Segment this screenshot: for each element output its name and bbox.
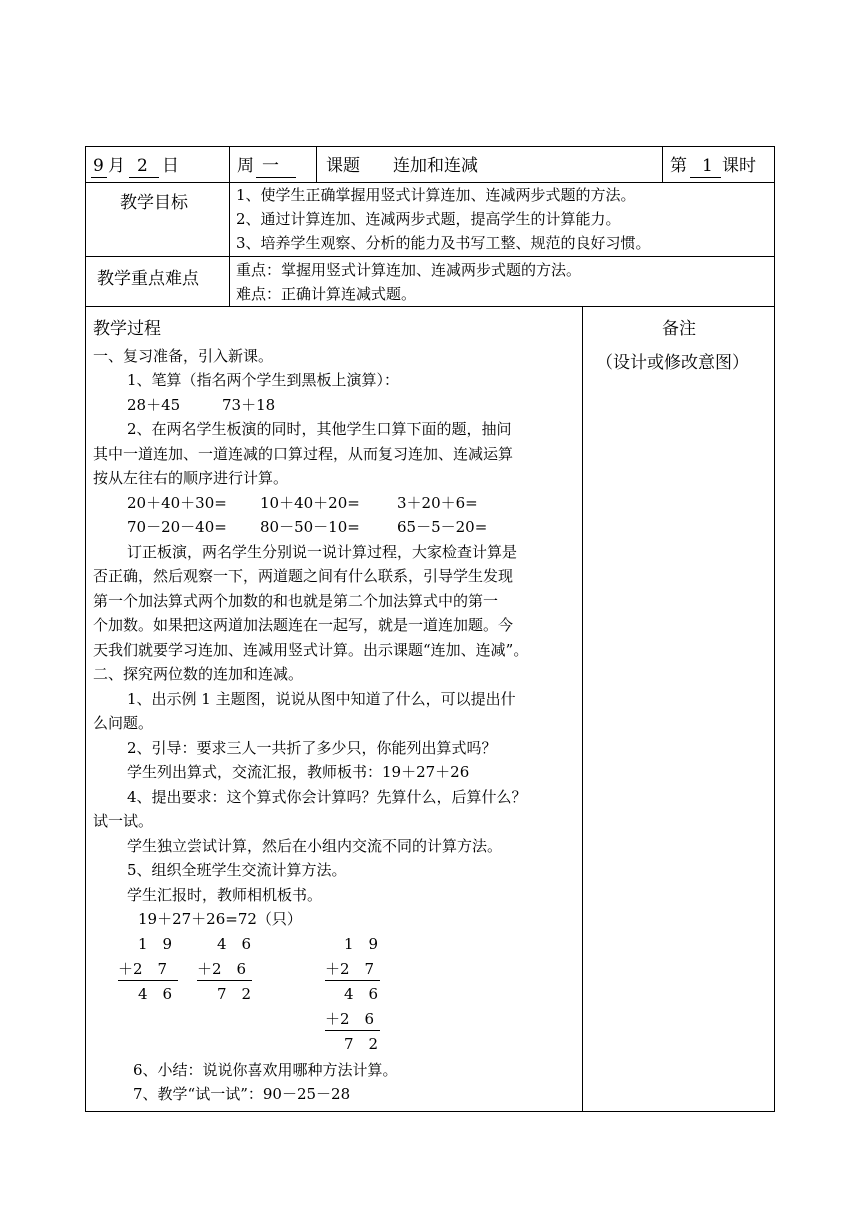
key-point-item-1: 重点：掌握用竖式计算连加、连减两步式题的方法。 [236, 261, 582, 279]
calc-b-row-3: 7 2 [217, 985, 252, 1003]
key-point-item-2: 难点：正确计算连减式题。 [236, 285, 417, 303]
process-line: 其中一道连加、一道连减的口算过程，从而复习连加、连减运算 [93, 445, 514, 463]
process-line: 学生汇报时，教师相机板书。 [127, 886, 323, 904]
calc-a-row-2: ＋2 7 [118, 960, 168, 978]
table-row-divider-1 [85, 182, 775, 183]
date-day-underline [129, 177, 159, 178]
process-line: 个加数。如果把这两道加法题连在一起写，就是一道连加题。今 [93, 616, 514, 634]
calc-c-row-5: 7 2 [344, 1035, 379, 1053]
process-line: 第一个加法算式两个加数的和也就是第二个加法算式中的第一 [93, 592, 499, 610]
process-line: 80－50－10= [260, 518, 360, 536]
lesson-suffix: 课时 [722, 156, 756, 176]
table-row-divider-3 [85, 306, 775, 307]
goal-item-1: 1、使学生正确掌握用竖式计算连加、连减两步式题的方法。 [236, 186, 636, 204]
lesson-number-underline [690, 177, 721, 178]
lesson-prefix: 第 [670, 156, 687, 176]
goal-item-2: 2、通过计算连加、连减两步式题，提高学生的计算能力。 [236, 210, 621, 228]
calc-b-row-1: 4 6 [217, 935, 252, 953]
label-column-divider [229, 182, 230, 307]
process-line: 学生列出算式，交流汇报，教师板书：19＋27＋26 [127, 763, 470, 781]
calc-c-rule-1 [325, 980, 380, 981]
calc-a-row-3: 4 6 [138, 985, 173, 1003]
week-underline [256, 177, 296, 178]
calc-b-rule [197, 980, 252, 981]
date-month-underline [91, 177, 107, 178]
process-line: 65－5－20= [397, 518, 488, 536]
notes-title: 备注 [662, 319, 696, 339]
goals-label: 教学目标 [120, 193, 188, 213]
week-value: 一 [262, 156, 279, 176]
process-line: 否正确，然后观察一下，两道题之间有什么联系，引导学生发现 [93, 567, 514, 585]
calc-a-rule [118, 980, 178, 981]
notes-subtitle: （设计或修改意图） [596, 353, 749, 373]
calc-b-row-2: ＋2 6 [197, 960, 247, 978]
process-line: 19＋27＋26=72（只） [138, 910, 302, 928]
date-month: 9 [93, 156, 104, 176]
process-line: 么问题。 [93, 714, 154, 732]
process-line: 二、探究两位数的连加和连减。 [93, 665, 304, 683]
process-line: 天我们就要学习连加、连减用竖式计算。出示课题“连加、连减”。 [93, 641, 529, 659]
notes-column-divider [582, 306, 583, 1112]
header-divider-topic [662, 146, 663, 183]
process-line: 20＋40＋30= [127, 494, 227, 512]
process-title: 教学过程 [93, 319, 161, 339]
process-line: 按从左往右的顺序进行计算。 [93, 469, 289, 487]
lesson-number: 1 [702, 156, 713, 176]
process-line: 5、组织全班学生交流计算方法。 [127, 861, 347, 879]
process-line: 订正板演，两名学生分别说一说计算过程，大家检查计算是 [127, 543, 518, 561]
calc-c-rule-2 [325, 1030, 380, 1031]
table-border-top [85, 146, 775, 147]
table-row-divider-2 [85, 256, 775, 257]
calc-c-row-3: 4 6 [344, 985, 379, 1003]
goal-item-3: 3、培养学生观察、分析的能力及书写工整、规范的良好习惯。 [236, 234, 651, 252]
calc-a-row-1: 1 9 [138, 935, 173, 953]
key-points-label: 教学重点难点 [97, 269, 199, 289]
process-line: 4、提出要求：这个算式你会计算吗？先算什么，后算什么？ [127, 788, 527, 806]
calc-c-row-2: ＋2 7 [325, 960, 375, 978]
process-line: 2、在两名学生板演的同时，其他学生口算下面的题，抽问 [127, 420, 512, 438]
process-line: 一、复习准备，引入新课。 [93, 347, 274, 365]
calc-c-row-1: 1 9 [344, 935, 379, 953]
process-line: 学生独立尝试计算，然后在小组内交流不同的计算方法。 [127, 837, 503, 855]
process-line: 3＋20＋6= [397, 494, 478, 512]
topic-value: 连加和连减 [393, 156, 478, 176]
date-month-unit: 月 [108, 156, 125, 176]
topic-label: 课题 [326, 156, 360, 176]
process-line: 28＋45 [127, 396, 181, 414]
table-border-right [774, 146, 775, 1112]
process-line: 6、小结：说说你喜欢用哪种方法计算。 [133, 1061, 398, 1079]
header-divider-week [316, 146, 317, 183]
process-line: 73＋18 [222, 396, 276, 414]
header-divider-date [229, 146, 230, 183]
process-line: 7、教学“试一试”：90－25－28 [133, 1085, 351, 1103]
week-prefix: 周 [237, 156, 254, 176]
process-line: 1、笔算（指名两个学生到黑板上演算）： [127, 371, 400, 389]
table-border-left [85, 146, 86, 1112]
process-line: 10＋40＋20= [260, 494, 360, 512]
process-line: 70－20－40= [127, 518, 227, 536]
date-day-unit: 日 [162, 156, 179, 176]
process-line: 试一试。 [93, 812, 154, 830]
date-day: 2 [137, 156, 148, 176]
process-line: 1、出示例 1 主题图，说说从图中知道了什么，可以提出什 [127, 690, 516, 708]
calc-c-row-4: ＋2 6 [325, 1010, 375, 1028]
table-border-bottom [85, 1111, 775, 1112]
process-line: 2、引导：要求三人一共折了多少只，你能列出算式吗？ [127, 739, 497, 757]
